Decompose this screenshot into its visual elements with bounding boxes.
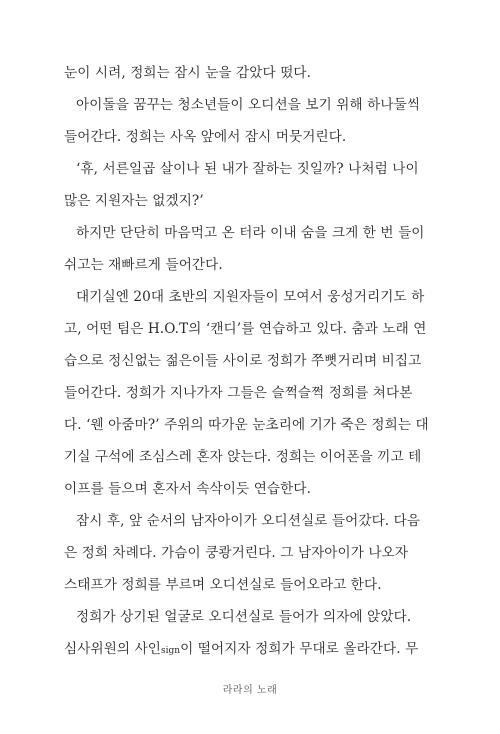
body-text [64, 57, 450, 665]
text-line: 들어간다. 정희가 지나가자 그들은 슬쩍슬쩍 정희를 쳐다본 [64, 385, 413, 401]
text-line: ‘휴, 서른일곱 살이나 된 내가 잘하는 짓일까? 나처럼 나이 [76, 161, 419, 177]
text-line: 다. ‘웬 아줌마?’ 주위의 따가운 눈초리에 기가 죽은 정희는 대 [64, 417, 429, 433]
text-line: 정희가 상기된 얼굴로 오디션실로 들어가 의자에 앉았다. [76, 609, 412, 625]
text-line: 많은 지원자는 없겠지?’ [64, 193, 204, 209]
text-line: 은 정희 차례다. 가슴이 쿵쾅거린다. 그 남자아이가 나오자 [64, 545, 409, 561]
text-line: 눈이 시려, 정희는 잠시 눈을 감았다 떴다. [64, 65, 312, 81]
text-line: 들어간다. 정희는 사옥 앞에서 잠시 머뭇거린다. [64, 129, 347, 145]
text-segment: 이 떨어지자 정희가 무대로 올라간다. 무 [180, 641, 419, 657]
text-line: 아이돌을 꿈꾸는 청소년들이 오디션을 보기 위해 하나둘씩 [76, 97, 421, 113]
text-line: 기실 구석에 조심스레 혼자 앉는다. 정희는 이어폰을 끼고 테 [64, 449, 422, 465]
text-line: 하지만 단단히 마음먹고 온 터라 이내 숨을 크게 한 번 들이 [76, 225, 425, 241]
text-line: 대기실엔 20대 초반의 지원자들이 모여서 웅성거리기도 하 [76, 289, 425, 305]
running-footer-title: 라라의 노래 [222, 685, 278, 696]
text-line [64, 633, 450, 665]
text-line: 고, 어떤 팀은 H.O.T의 ‘캔디’를 연습하고 있다. 춤과 노래 연 [64, 321, 427, 337]
text-line: 이프를 들으며 혼자서 속삭이듯 연습한다. [64, 481, 312, 497]
text-line: 잠시 후, 앞 순서의 남자아이가 오디션실로 들어갔다. 다음 [76, 513, 421, 529]
text-line: 쉬고는 재빠르게 들어간다. [64, 257, 223, 273]
text-segment: 심사위원의 사인 [64, 641, 162, 657]
sign-annotation: sign [161, 646, 181, 656]
text-line: 습으로 정신없는 젊은이들 사이로 정희가 쭈뼛거리며 비집고 [64, 353, 422, 369]
text-line: 스태프가 정희를 부르며 오디션실로 들어오라고 한다. [64, 577, 382, 593]
